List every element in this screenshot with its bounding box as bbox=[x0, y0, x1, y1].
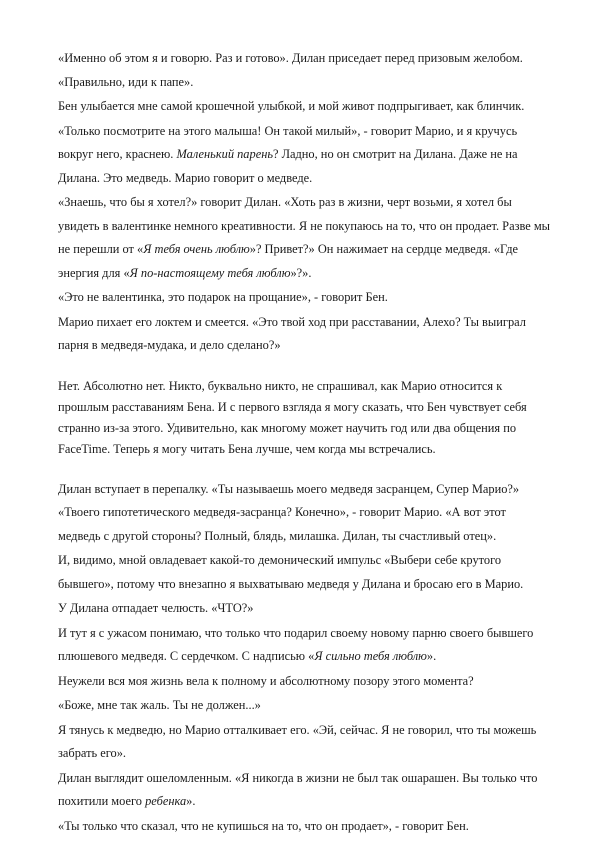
text-run: Марио пихает его локтем и смеется. «Это твой ход при расставании, Алехо? Ты выиграл парня в медведя-мудака, и дело сделано?» bbox=[58, 314, 526, 352]
paragraph bbox=[58, 47, 550, 94]
paragraph bbox=[58, 767, 550, 814]
text-run: Нет. Абсолютно нет. Никто, буквально никто, не спрашивал, как Марио относится к прошлым расставаниям Бена. И с первого взгляда я могу сказать, что Бен чувствует себя странно из-за этого. Удивительно, как многому может научить год или два общения по FaceTime. Теперь я могу читать Бена лучше, чем когда мы встречались. bbox=[58, 378, 527, 456]
text-run: Бен улыбается мне самой крошечной улыбкой, и мой живот подпрыгивает, как блинчик. bbox=[58, 99, 525, 113]
text-run: »?». bbox=[290, 265, 312, 280]
text-run: И, видимо, мной овладевает какой-то демонический импульс «Выбери себе крутого бывшего», потому что внезапно я выхватываю медведя у Дилана и бросаю его в Марио. bbox=[58, 553, 524, 591]
paragraph bbox=[58, 191, 550, 285]
italic-text: Я по-настоящему тебя люблю bbox=[129, 265, 291, 280]
paragraph bbox=[58, 622, 550, 669]
paragraph bbox=[58, 311, 550, 358]
paragraph bbox=[58, 120, 550, 191]
paragraph bbox=[58, 719, 550, 766]
paragraph bbox=[58, 376, 550, 460]
text-run: ». bbox=[426, 649, 437, 663]
text-run: У Дилана отпадает челюсть. «ЧТО?» bbox=[58, 601, 254, 615]
paragraph bbox=[58, 478, 550, 549]
text-run: ? Ладно, но он смотрит на Дилана. Даже не на Дилана. Это медведь. Марио говорит о медведе. bbox=[58, 147, 518, 185]
text-run: «Ты только что сказал, что не купишься на то, что он продает», - говорит Бен. bbox=[58, 818, 469, 833]
italic-text: Маленький парень bbox=[176, 147, 273, 161]
text-run: И тут я с ужасом понимаю, что только что подарил своему новому парню своего бывшего плюшевого медведя. С сердечком. С надписью « bbox=[58, 625, 534, 663]
text-run: Дилан выглядит ошеломленным. «Я никогда в жизни не был так ошарашен. Вы только что похитили моего bbox=[58, 770, 538, 808]
italic-text: Я сильно тебя люблю bbox=[314, 649, 427, 663]
paragraph bbox=[58, 670, 550, 694]
text-run: «Только посмотрите на этого малыша! Он такой милый», - говорит Марио, и я кручусь вокруг него, краснею. bbox=[58, 123, 518, 161]
paragraph bbox=[58, 286, 550, 310]
paragraph bbox=[58, 694, 550, 718]
text-run: Я тянусь к медведю, но Марио отталкивает его. «Эй, сейчас. Я не говорил, что ты можешь забрать его». bbox=[58, 722, 537, 760]
paragraph bbox=[58, 95, 550, 119]
paragraph bbox=[58, 597, 550, 621]
paragraph bbox=[58, 549, 550, 596]
text-run: »? Привет?» Он нажимает на сердце медведя. «Где энергия для « bbox=[58, 242, 519, 280]
text-run: ». bbox=[186, 794, 196, 808]
italic-text: ребенка bbox=[145, 794, 187, 808]
text-run: «Знаешь, что бы я хотел?» говорит Дилан. «Хоть раз в жизни, черт возьми, я хотел бы увидеть в валентинке немного креативности. Я не покупаюсь на то, что он продает. Разве мы не перешли от « bbox=[58, 195, 550, 256]
text-run: «Это не валентинка, это подарок на прощание», - говорит Бен. bbox=[58, 290, 388, 304]
text-run: «Боже, мне так жаль. Ты не должен...» bbox=[58, 698, 261, 712]
text-run: Неужели вся моя жизнь вела к полному и абсолютному позору этого момента? bbox=[58, 673, 474, 688]
paragraph bbox=[58, 815, 550, 839]
italic-text: Я тебя очень люблю bbox=[143, 242, 250, 256]
text-run: «Именно об этом я и говорю. Раз и готово». Дилан приседает перед призовым желобом. «Правильно, иди к папе». bbox=[58, 51, 523, 89]
text-run: Дилан вступает в перепалку. «Ты называешь моего медведя засранцем, Супер Марио?» «Твоего гипотетического медведя-засранца? Конечно», - говорит Марио. «А вот этот медведь с другой стороны? Полный, блядь, милашка. Дилан, ты счастливый отец». bbox=[58, 481, 520, 543]
